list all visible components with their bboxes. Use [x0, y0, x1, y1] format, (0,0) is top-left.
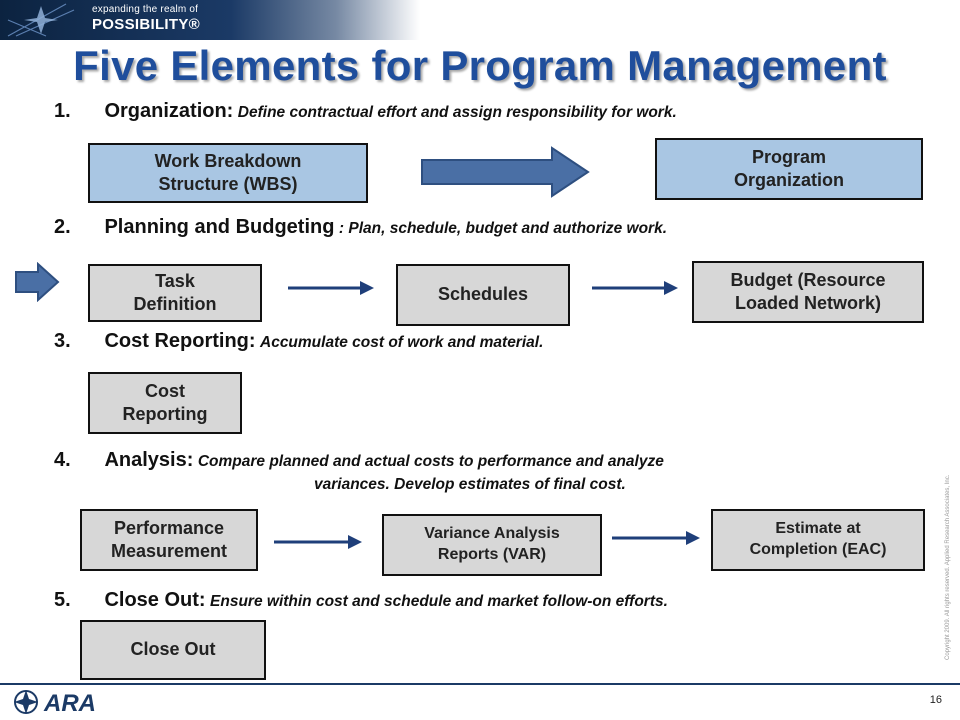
item-heading: Analysis: — [104, 449, 194, 471]
item-number: 2. — [54, 216, 71, 238]
item-number: 3. — [54, 330, 71, 352]
item-heading: Planning and Budgeting — [104, 216, 335, 238]
page-number: 16 — [929, 694, 942, 706]
cost-rep-line1: Cost — [145, 380, 185, 401]
wbs-line1: Work Breakdown — [154, 150, 302, 171]
right-arrow-icon — [286, 278, 376, 298]
budget-box — [692, 261, 924, 323]
schedules-box — [396, 264, 570, 326]
list-item-cost-reporting — [54, 330, 543, 353]
list-item-analysis — [54, 449, 664, 472]
right-block-arrow-icon — [420, 146, 592, 198]
program-org-line2: Organization — [733, 170, 844, 190]
item-description: : Plan, schedule, budget and authorize work. — [338, 220, 668, 237]
perf-meas-line1: Performance — [113, 517, 225, 538]
cost-rep-line2: Reporting — [122, 404, 208, 424]
header-banner — [0, 0, 420, 40]
item-description: Accumulate cost of work and material. — [260, 334, 544, 351]
list-item-organization — [54, 100, 677, 123]
footer-divider — [0, 683, 960, 685]
item-description: Define contractual effort and assign responsibility for work. — [237, 104, 677, 121]
task-def-line2: Definition — [133, 294, 217, 314]
tagline-line2: POSSIBILITY® — [92, 16, 200, 33]
cost-reporting-box — [88, 372, 242, 434]
item-heading: Organization: — [104, 100, 234, 122]
task-definition-box — [88, 264, 262, 322]
wbs-line2: Structure (WBS) — [158, 174, 298, 194]
item-number: 5. — [54, 589, 71, 611]
item-description: Ensure within cost and schedule and market follow-on efforts. — [210, 593, 668, 610]
budget-line2: Loaded Network) — [734, 293, 881, 313]
item-description-continued: variances. Develop estimates of final cost. — [314, 476, 626, 493]
var-line1: Variance Analysis — [424, 525, 560, 543]
var-line2: Reports (VAR) — [437, 546, 547, 563]
list-item-planning — [54, 216, 667, 239]
right-arrow-icon — [590, 278, 680, 298]
variance-analysis-box — [382, 514, 602, 576]
estimate-at-completion-box — [711, 509, 925, 571]
item-description: Compare planned and actual costs to performance and analyze — [197, 453, 664, 470]
wbs-box — [88, 143, 368, 203]
item-number: 1. — [54, 100, 71, 122]
eac-line2: Completion (EAC) — [749, 541, 887, 558]
perf-meas-line2: Measurement — [110, 541, 228, 561]
list-item-close-out — [54, 589, 668, 612]
task-def-line1: Task — [155, 270, 195, 291]
ara-logo-icon — [12, 688, 132, 716]
schedules-label: Schedules — [437, 284, 529, 305]
right-arrow-icon — [272, 532, 364, 552]
program-org-line1: Program — [751, 146, 826, 167]
ara-logo-text: ARA — [44, 690, 96, 716]
copyright-text: Copyright 2009. All rights reserved. Applied Research Associates, Inc. — [945, 474, 951, 660]
item-heading: Close Out: — [104, 589, 206, 611]
right-block-arrow-icon — [14, 262, 60, 302]
eac-line1: Estimate at — [775, 520, 861, 538]
budget-line1: Budget (Resource — [730, 269, 886, 290]
performance-measurement-box — [80, 509, 258, 571]
item-number: 4. — [54, 449, 71, 471]
close-out-label: Close Out — [130, 639, 216, 660]
compass-star-icon — [6, 2, 76, 38]
tagline-line1: expanding the realm of — [92, 4, 199, 15]
item-heading: Cost Reporting: — [104, 330, 256, 352]
right-arrow-icon — [610, 528, 702, 548]
program-organization-box — [655, 138, 923, 200]
page-title: Five Elements for Program Management — [73, 42, 887, 89]
close-out-box — [80, 620, 266, 680]
